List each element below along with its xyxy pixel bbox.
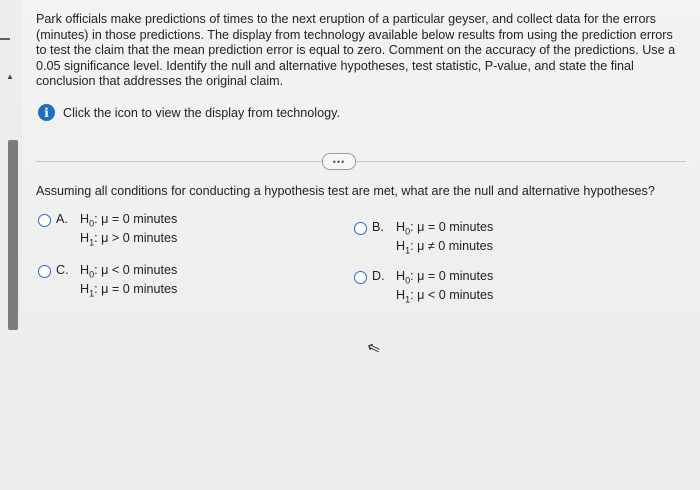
option-h0: $H_0$: μ = 0 minutes — [396, 269, 494, 286]
option-h0: $H_0$: μ = 0 minutes — [80, 212, 178, 229]
option-letter: B. — [372, 220, 384, 234]
radio-option-a[interactable] — [38, 214, 51, 227]
scrollbar[interactable] — [8, 140, 18, 330]
option-h0: $H_0$: μ = 0 minutes — [396, 220, 494, 237]
option-letter: A. — [56, 212, 68, 226]
option-letter: C. — [56, 263, 69, 277]
option-h1: $H_1$: μ = 0 minutes — [80, 282, 178, 299]
left-gutter — [0, 0, 22, 490]
option-h1: $H_1$: μ > 0 minutes — [80, 231, 178, 248]
left-tick — [0, 38, 10, 40]
collapse-arrow-icon[interactable]: ▲ — [6, 72, 14, 81]
mouse-cursor-icon: ⇖ — [364, 338, 384, 359]
option-h1: $H_1$: μ ≠ 0 minutes — [396, 239, 493, 256]
option-h0: $H_0$: μ < 0 minutes — [80, 263, 178, 280]
radio-option-c[interactable] — [38, 265, 51, 278]
option-h1: $H_1$: μ < 0 minutes — [396, 288, 494, 305]
expand-more-button[interactable]: ••• — [322, 153, 356, 170]
question-panel — [22, 0, 700, 490]
radio-option-b[interactable] — [354, 222, 367, 235]
info-link-text[interactable]: Click the icon to view the display from technology. — [63, 105, 340, 120]
radio-option-d[interactable] — [354, 271, 367, 284]
info-row[interactable] — [38, 104, 340, 121]
divider — [36, 161, 686, 162]
option-letter: D. — [372, 269, 385, 283]
question-text: Assuming all conditions for conducting a hypothesis test are met, what are the null and alternative hypotheses? — [36, 184, 655, 198]
problem-statement: Park officials make predictions of times to the next eruption of a particular geyser, and collect data for the errors (minutes) in those predictions. The display from technology available below results from using the prediction errors to test the claim that the mean prediction error is equal to zero. Comment on the accuracy of the predictions. Use a 0.05 significance level. Identify the null and alternative hypotheses, test statistic, P-value, and state the final conclusion that addresses the original claim. — [36, 12, 676, 89]
info-icon[interactable]: i — [38, 104, 55, 121]
